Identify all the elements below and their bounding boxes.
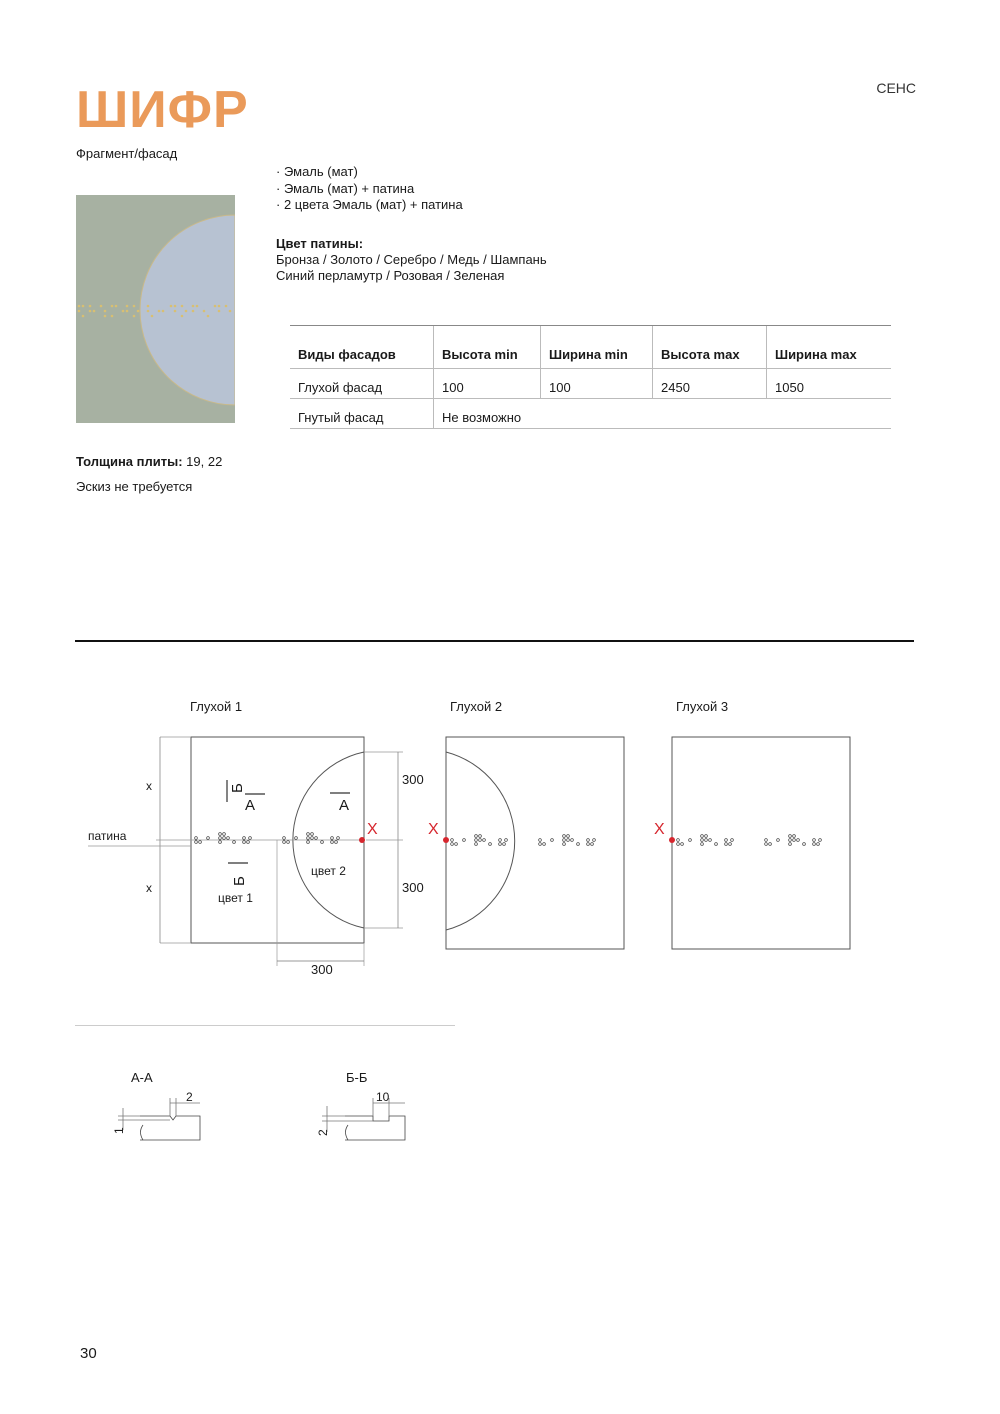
cell-height-min: 100 [434, 369, 541, 399]
thickness-value: 19, 22 [182, 454, 223, 469]
thickness-label: Толщина плиты: [76, 454, 183, 469]
patina-line-label: патина [88, 829, 127, 843]
section-mark-a-left: А [245, 797, 256, 814]
subtitle: Фрагмент/фасад [76, 146, 178, 161]
drawing-glukhoy-3 [669, 737, 850, 949]
section-aa-label: А-А [131, 1070, 153, 1085]
section-aa-drawing [118, 1098, 200, 1140]
section-bb-drawing [322, 1098, 405, 1140]
section-mark-b-bottom: Б [231, 876, 248, 886]
patina-colors-line1: Бронза / Золото / Серебро / Медь / Шампань [276, 252, 547, 267]
cell-width-min: 100 [541, 369, 653, 399]
section-mark-b-top: Б [229, 783, 246, 793]
section-mark-a-right: А [339, 797, 350, 814]
finish-item: · 2 цвета Эмаль (мат) + патина [276, 197, 463, 212]
drawing-label-glukhoy-2: Глухой 2 [450, 699, 503, 714]
section-bb-depth: 2 [316, 1129, 330, 1136]
cell-type: Гнутый фасад [290, 399, 434, 429]
drawing-label-glukhoy-3: Глухой 3 [676, 699, 729, 714]
cell-height-max: 2450 [653, 369, 767, 399]
start-mark-1: X [367, 821, 378, 838]
section-bb-label: Б-Б [346, 1070, 368, 1085]
dim-bottom-300: 300 [402, 880, 424, 895]
page-title: ШИФР [76, 81, 249, 139]
finish-item: · Эмаль (мат) + патина [276, 180, 415, 196]
page-number: 30 [80, 1345, 97, 1362]
section-aa-width: 2 [186, 1090, 193, 1104]
sketch-note: Эскиз не требуется [76, 479, 193, 494]
section-aa-depth: 1 [112, 1127, 126, 1134]
col-header-width-max: Ширина max [767, 326, 892, 369]
drawing-label-glukhoy-1: Глухой 1 [190, 699, 243, 714]
color-2-label: цвет 2 [311, 864, 346, 878]
col-header-width-min: Ширина min [541, 326, 653, 369]
section-bb-width: 10 [376, 1090, 390, 1104]
start-mark-3: X [654, 821, 665, 838]
brand-name: СЕНС [876, 80, 916, 96]
dim-top-300: 300 [402, 772, 424, 787]
color-1-label: цвет 1 [218, 891, 253, 905]
patina-heading: Цвет патины: [276, 236, 364, 251]
thin-divider [75, 1025, 455, 1026]
patina-colors-line2: Синий перламутр / Розовая / Зеленая [276, 268, 505, 283]
cell-not-possible: Не возможно [434, 399, 892, 429]
drawing-glukhoy-2 [443, 737, 624, 949]
dim-width-300: 300 [311, 962, 333, 977]
cell-type: Глухой фасад [290, 369, 434, 399]
drawing-glukhoy-1 [88, 737, 403, 966]
dim-x-top: x [146, 779, 152, 793]
cell-width-max: 1050 [767, 369, 892, 399]
dim-x-bottom: x [146, 881, 152, 895]
col-header-height-max: Высота max [653, 326, 767, 369]
col-header-height-min: Высота min [434, 326, 541, 369]
start-mark-2: X [428, 821, 439, 838]
col-header-type: Виды фасадов [290, 326, 434, 369]
finish-item: · Эмаль (мат) [276, 164, 358, 179]
